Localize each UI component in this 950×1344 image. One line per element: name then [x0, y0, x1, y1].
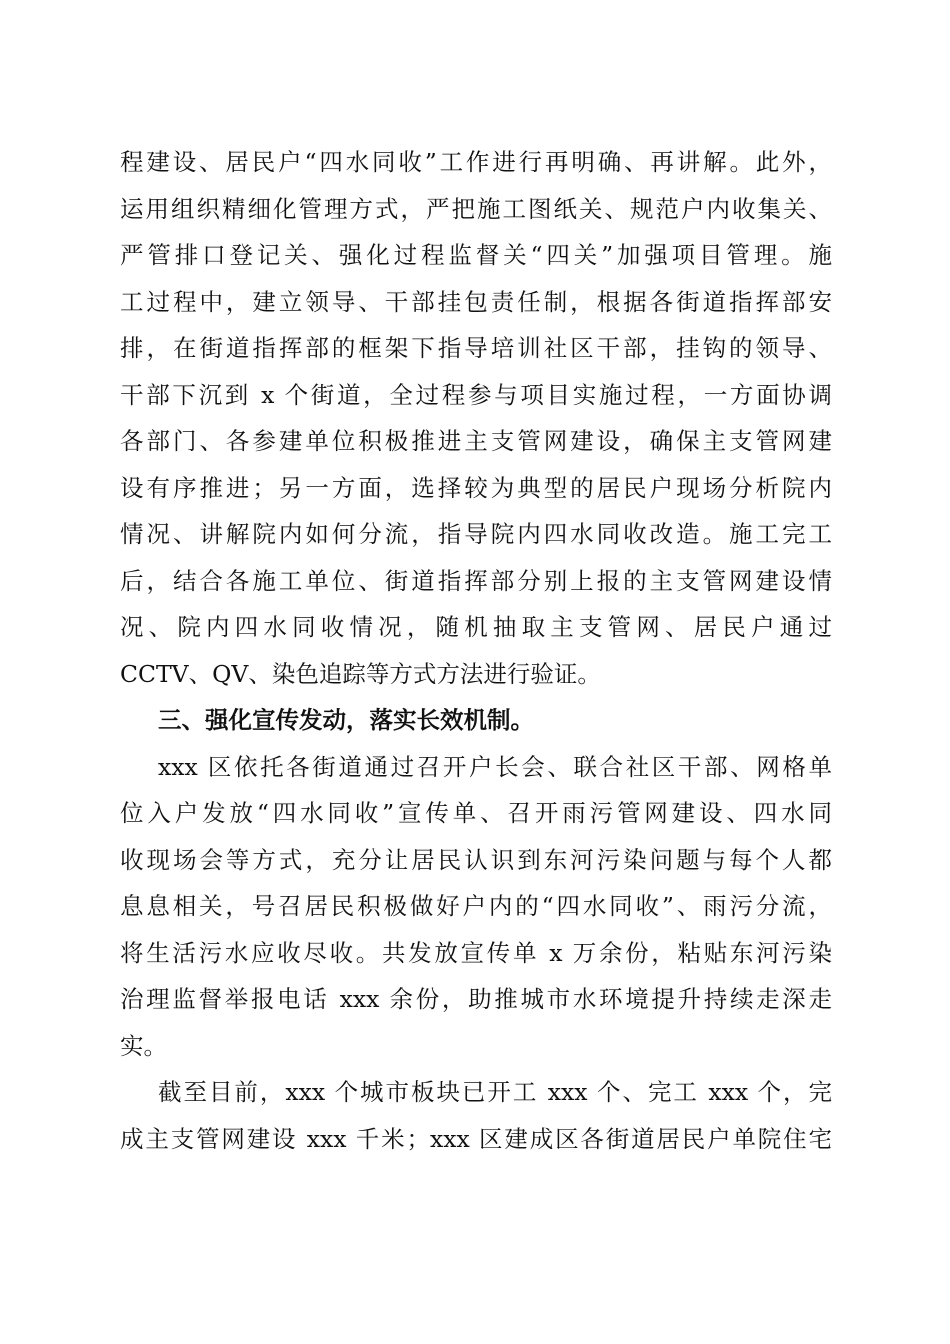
text-line: 实。 — [120, 1031, 167, 1060]
text-line: 息息相关，号召居民积极做好户内的“四水同收”、雨污分流， — [120, 892, 832, 920]
text-line: 收现场会等方式，充分让居民认识到东河污染问题与每个人都 — [120, 845, 832, 874]
document-body — [120, 139, 832, 1162]
text-line: 设有序推进；另一方面，选择较为典型的居民户现场分析院内 — [120, 473, 832, 502]
text-line: 后，结合各施工单位、街道指挥部分别上报的主支管网建设情 — [120, 566, 832, 595]
text-line: 位入户发放“四水同收”宣传单、召开雨污管网建设、四水同 — [120, 799, 832, 827]
text-line: 成主支管网建设 xxx 千米；xxx 区建成区各街道居民户单院住宅 — [120, 1124, 832, 1153]
text-line: 排，在街道指挥部的框架下指导培训社区干部，挂钩的领导、 — [120, 334, 832, 362]
text-line: 将生活污水应收尽收。共发放宣传单 x 万余份，粘贴东河污染 — [120, 938, 832, 967]
text-line: 况、院内四水同收情况，随机抽取主支管网、居民户通过 — [120, 613, 832, 641]
text-line: xxx 区依托各街道通过召开户长会、联合社区干部、网格单 — [158, 752, 832, 781]
text-line: 各部门、各参建单位积极推进主支管网建设，确保主支管网建 — [120, 427, 832, 455]
text-line: 截至目前，xxx 个城市板块已开工 xxx 个、完工 xxx 个，完 — [158, 1078, 832, 1106]
text-line: 严管排口登记关、强化过程监督关“四关”加强项目管理。施 — [120, 241, 832, 269]
text-line: 程建设、居民户“四水同收”工作进行再明确、再讲解。此外， — [120, 148, 832, 176]
section-heading: 三、强化宣传发动，落实长效机制。 — [158, 706, 534, 734]
text-line: 治理监督举报电话 xxx 余份，助推城市水环境提升持续走深走 — [120, 985, 832, 1013]
text-line: 情况、讲解院内如何分流，指导院内四水同收改造。施工完工 — [120, 520, 832, 548]
text-line: 工过程中，建立领导、干部挂包责任制，根据各街道指挥部安 — [120, 287, 832, 316]
text-line: CCTV、QV、染色追踪等方式方法进行验证。 — [120, 659, 601, 688]
text-line: 运用组织精细化管理方式，严把施工图纸关、规范户内收集关、 — [120, 194, 832, 223]
text-line: 干部下沉到 x 个街道，全过程参与项目实施过程，一方面协调 — [120, 380, 832, 409]
